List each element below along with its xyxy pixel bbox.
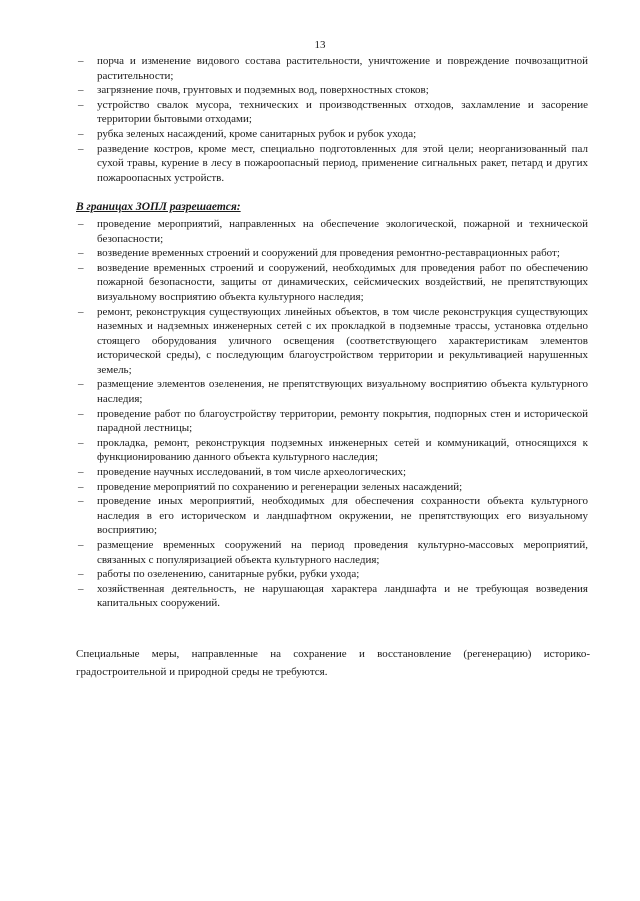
list-item (76, 54, 588, 83)
list-item (76, 142, 588, 186)
list-item (76, 480, 588, 495)
list-item-text: разведение костров, кроме мест, специально подготовленных для этой цели; неорганизованный пал сухой травы, курение в лесу в пожароопасный период, применение сигнальных ракет, петард и других пожароопасных устройств. (97, 142, 588, 184)
dash-bullet: – (78, 305, 84, 318)
list-item-text: прокладка, ремонт, реконструкция подземных инженерных сетей и коммуникаций, относящихся к функционированию данного объекта культурного наследия; (97, 436, 588, 464)
list-item-text: работы по озеленению, санитарные рубки, рубки ухода; (97, 568, 360, 581)
list-item (76, 538, 588, 567)
closing-paragraph: Специальные меры, направленные на сохранение и восстановление (регенерацию) историко-градостроительной и природной среды не требуются. (76, 647, 590, 678)
list-item-text: проведение мероприятий, направленных на обеспечение экологической, пожарной и технической безопасности; (97, 217, 588, 245)
list-item (76, 465, 588, 480)
list-item-text: ремонт, реконструкция существующих линейных объектов, в том числе реконструкция существующих наземных и надземных инженерных сетей с их прокладкой в подземные трассы, установка отдельно стоящего оборудования уличного освещения (соответствующего характеристикам элементов исторической среды), с последующим благоустройством территории и рекультивацией нарушенных земель; (97, 305, 588, 376)
list-item-text: возведение временных строений и сооружений, необходимых для проведения работ по обеспечению пожарной безопасности, защиты от динамических, сейсмических воздействий, не препятствующих визуальному восприятию объекта культурного наследия; (97, 261, 588, 303)
list-item-text: возведение временных строений и сооружений для проведения ремонтно-реставрационных работ; (97, 247, 560, 260)
list-item-text: порча и изменение видового состава растительности, уничтожение и повреждение почвозащитной растительности; (97, 55, 588, 82)
allowed-list (76, 217, 588, 611)
dash-bullet: – (78, 378, 84, 391)
dash-bullet: – (78, 568, 84, 581)
list-item-text: проведение научных исследований, в том числе археологических; (97, 466, 407, 479)
list-item (76, 305, 588, 378)
dash-bullet: – (78, 142, 84, 155)
list-item-text: проведение иных мероприятий, необходимых для обеспечения сохранности объекта культурного наследия в его историческом и ландшафтном окружении, не препятствующих его визуальному восприятию; (97, 495, 588, 537)
list-item (76, 582, 588, 611)
dash-bullet: – (78, 55, 84, 67)
dash-bullet: – (78, 127, 84, 140)
list-item-text: проведение мероприятий по сохранению и регенерации зеленых насаждений; (97, 480, 463, 493)
dash-bullet: – (78, 582, 84, 595)
section-heading: В границах ЗОПЛ разрешается: (76, 201, 241, 214)
list-item (76, 494, 588, 538)
dash-bullet: – (78, 217, 84, 230)
list-item-text: проведение работ по благоустройству территории, ремонту покрытия, подпорных стен и исторической парадной лестницы; (97, 407, 588, 435)
list-item (76, 98, 588, 127)
list-item-text: загрязнение почв, грунтовых и подземных вод, поверхностных стоков; (97, 84, 429, 97)
list-item-text: рубка зеленых насаждений, кроме санитарных рубок и рубок ухода; (97, 127, 417, 140)
list-item (76, 567, 588, 582)
dash-bullet: – (78, 407, 84, 420)
list-item (76, 377, 588, 406)
page-number: 13 (314, 39, 326, 51)
list-item (76, 261, 588, 305)
list-item (76, 83, 588, 98)
list-item (76, 436, 588, 465)
dash-bullet: – (78, 84, 84, 97)
list-item-text: хозяйственная деятельность, не нарушающая характера ландшафта и не требующая возведения капитальных сооружений. (97, 582, 588, 610)
list-item (76, 217, 588, 246)
list-item-text: устройство свалок мусора, технических и производственных отходов, захламление и засорение территории бытовыми отходами; (97, 98, 588, 126)
dash-bullet: – (78, 98, 84, 111)
dash-bullet: – (78, 539, 84, 551)
list-item (76, 407, 588, 436)
list-item-text: размещение временных сооружений на период проведения культурно-массовых мероприятий, связанных с популяризацией объекта культурного наследия; (97, 539, 588, 566)
list-item (76, 246, 588, 261)
document-body (76, 54, 588, 692)
dash-bullet: – (78, 436, 84, 449)
prohibited-list (76, 54, 588, 185)
dash-bullet: – (78, 495, 84, 508)
list-item-text: размещение элементов озеленения, не препятствующих визуальному восприятию объекта культурного наследия; (97, 378, 588, 406)
dash-bullet: – (78, 247, 84, 260)
dash-bullet: – (78, 480, 84, 493)
list-item (76, 127, 588, 142)
dash-bullet: – (78, 261, 84, 274)
dash-bullet: – (78, 466, 84, 479)
